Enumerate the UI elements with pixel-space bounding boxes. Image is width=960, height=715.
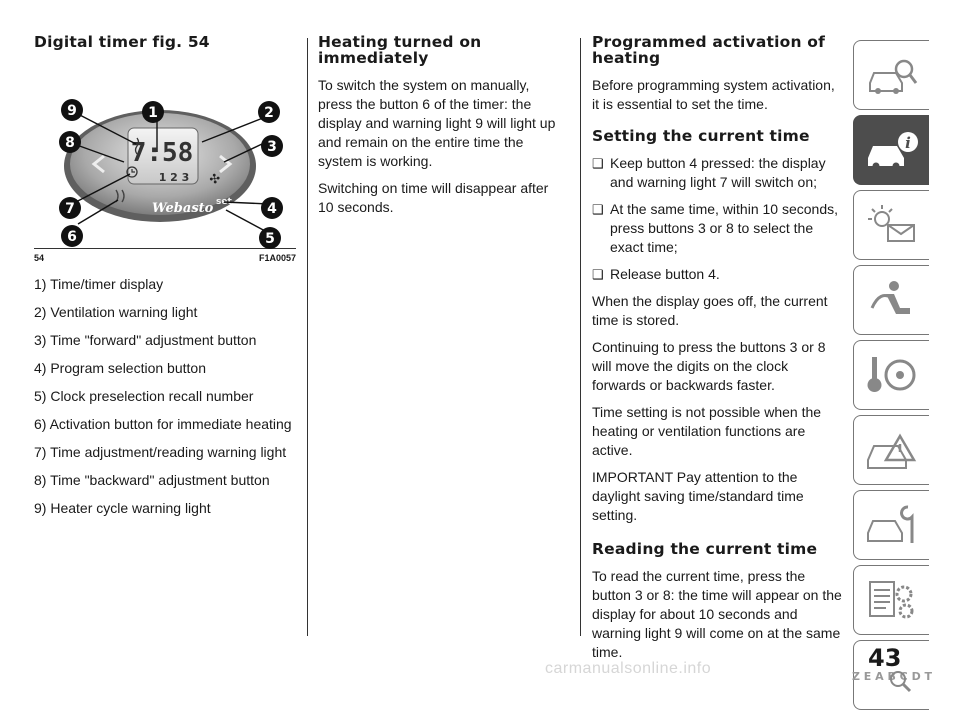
- callout-7: 7: [65, 201, 75, 217]
- svg-text:Z E A B C D T: Z E A B C D T: [851, 670, 932, 683]
- list-item: 8) Time "backward" adjustment button: [34, 472, 270, 488]
- column-1: [34, 34, 296, 527]
- callout-2: 2: [264, 105, 274, 121]
- tab-car-search[interactable]: [853, 40, 929, 110]
- figure-caption: [34, 253, 296, 263]
- callout-8: 8: [65, 135, 75, 151]
- list-item: 1) Time/timer display: [34, 276, 164, 292]
- seat-airbag-icon: [864, 278, 920, 322]
- list-item: 6) Activation button for immediate heating: [34, 416, 292, 432]
- tab-car-info[interactable]: [853, 115, 929, 185]
- tab-starting-driving[interactable]: [853, 340, 929, 410]
- callout-1: 1: [148, 105, 158, 121]
- key-steering-wheel-icon: [864, 353, 920, 397]
- timer-figure: [34, 60, 296, 249]
- list-item: 7) Time adjustment/reading warning light: [34, 444, 287, 460]
- svg-text:i: i: [904, 134, 911, 152]
- bullet-item: ❑ Keep button 4 pressed: the display and warning light 7 will switch on;: [592, 154, 842, 192]
- paragraph: IMPORTANT Pay attention to the daylight saving time/standard time setting.: [592, 469, 804, 523]
- paragraph: Before programming system activation, it is essential to set the time.: [592, 77, 835, 112]
- subheading-reading-time: Reading the current time: [592, 540, 818, 558]
- legend-list: [34, 275, 296, 518]
- paragraph: Switching on time will disappear after 10 seconds.: [318, 180, 549, 215]
- lcd-time-display: 7:58: [130, 138, 194, 168]
- column-divider-2: [580, 38, 581, 636]
- tab-warning-lights[interactable]: [853, 190, 929, 260]
- tab-technical-data[interactable]: [853, 565, 929, 635]
- list-item: 3) Time "forward" adjustment button: [34, 332, 257, 348]
- lcd-program-digits: 1 2 3: [158, 171, 190, 184]
- tick-icon: ✣: [208, 171, 222, 188]
- brand-logo: Webasto: [152, 201, 214, 216]
- list-item: 2) Ventilation warning light: [34, 304, 198, 320]
- section-heading-programmed-activation: Programmed activation of heating: [592, 33, 826, 67]
- callout-9: 9: [67, 103, 77, 119]
- figure-code: F1A0057: [258, 253, 296, 263]
- list-item: 5) Clock preselection recall number: [34, 388, 254, 404]
- callout-5: 5: [265, 231, 275, 247]
- paragraph: To switch the system on manually, press the button 6 of the timer: the display and warning light 9 will light up and remain on the entire time the system is working.: [318, 77, 556, 169]
- car-search-icon: [864, 53, 920, 97]
- car-info-icon: [864, 128, 920, 172]
- page-number: 43: [868, 644, 902, 672]
- webasto-timer-illustration: [34, 60, 296, 248]
- paragraph: Continuing to press the buttons 3 or 8 will move the digits on the clock forwards or backwards faster.: [592, 339, 826, 393]
- section-heading-digital-timer: Digital timer fig. 54: [34, 33, 210, 51]
- tab-safety[interactable]: [853, 265, 929, 335]
- paragraph: When the display goes off, the current time is stored.: [592, 293, 828, 328]
- column-3: [592, 34, 842, 670]
- watermark: carmanualsonline.info: [545, 660, 712, 677]
- column-divider-1: [307, 38, 308, 636]
- subheading-setting-time: Setting the current time: [592, 127, 810, 145]
- callout-4: 4: [267, 201, 277, 217]
- car-breakdown-icon: [864, 428, 920, 472]
- callout-6: 6: [67, 229, 77, 245]
- car-wrench-icon: [864, 503, 920, 547]
- callout-3: 3: [267, 139, 277, 155]
- figure-number: 54: [34, 253, 45, 263]
- chapter-tabs: [851, 40, 932, 715]
- bullet-item: ❑ At the same time, within 10 seconds, press buttons 3 or 8 to select the exact time;: [592, 200, 842, 257]
- warning-light-envelope-icon: [864, 203, 920, 247]
- set-button-label[interactable]: set: [216, 197, 232, 207]
- list-item: 4) Program selection button: [34, 360, 206, 376]
- tab-maintenance[interactable]: [853, 490, 929, 560]
- data-gear-icon: [864, 578, 920, 622]
- section-heading-heating-immediately: Heating turned on immediately: [318, 33, 482, 67]
- column-2: [318, 34, 566, 225]
- bullet-item: ❑ Release button 4.: [592, 265, 842, 284]
- paragraph: To read the current time, press the button 3 or 8: the time will appear on the display for about 10 seconds and warning light 9 will come on at the same time.: [592, 568, 842, 660]
- tab-emergency[interactable]: [853, 415, 929, 485]
- list-item: 9) Heater cycle warning light: [34, 500, 211, 516]
- paragraph: Time setting is not possible when the heating or ventilation functions are active.: [592, 404, 822, 458]
